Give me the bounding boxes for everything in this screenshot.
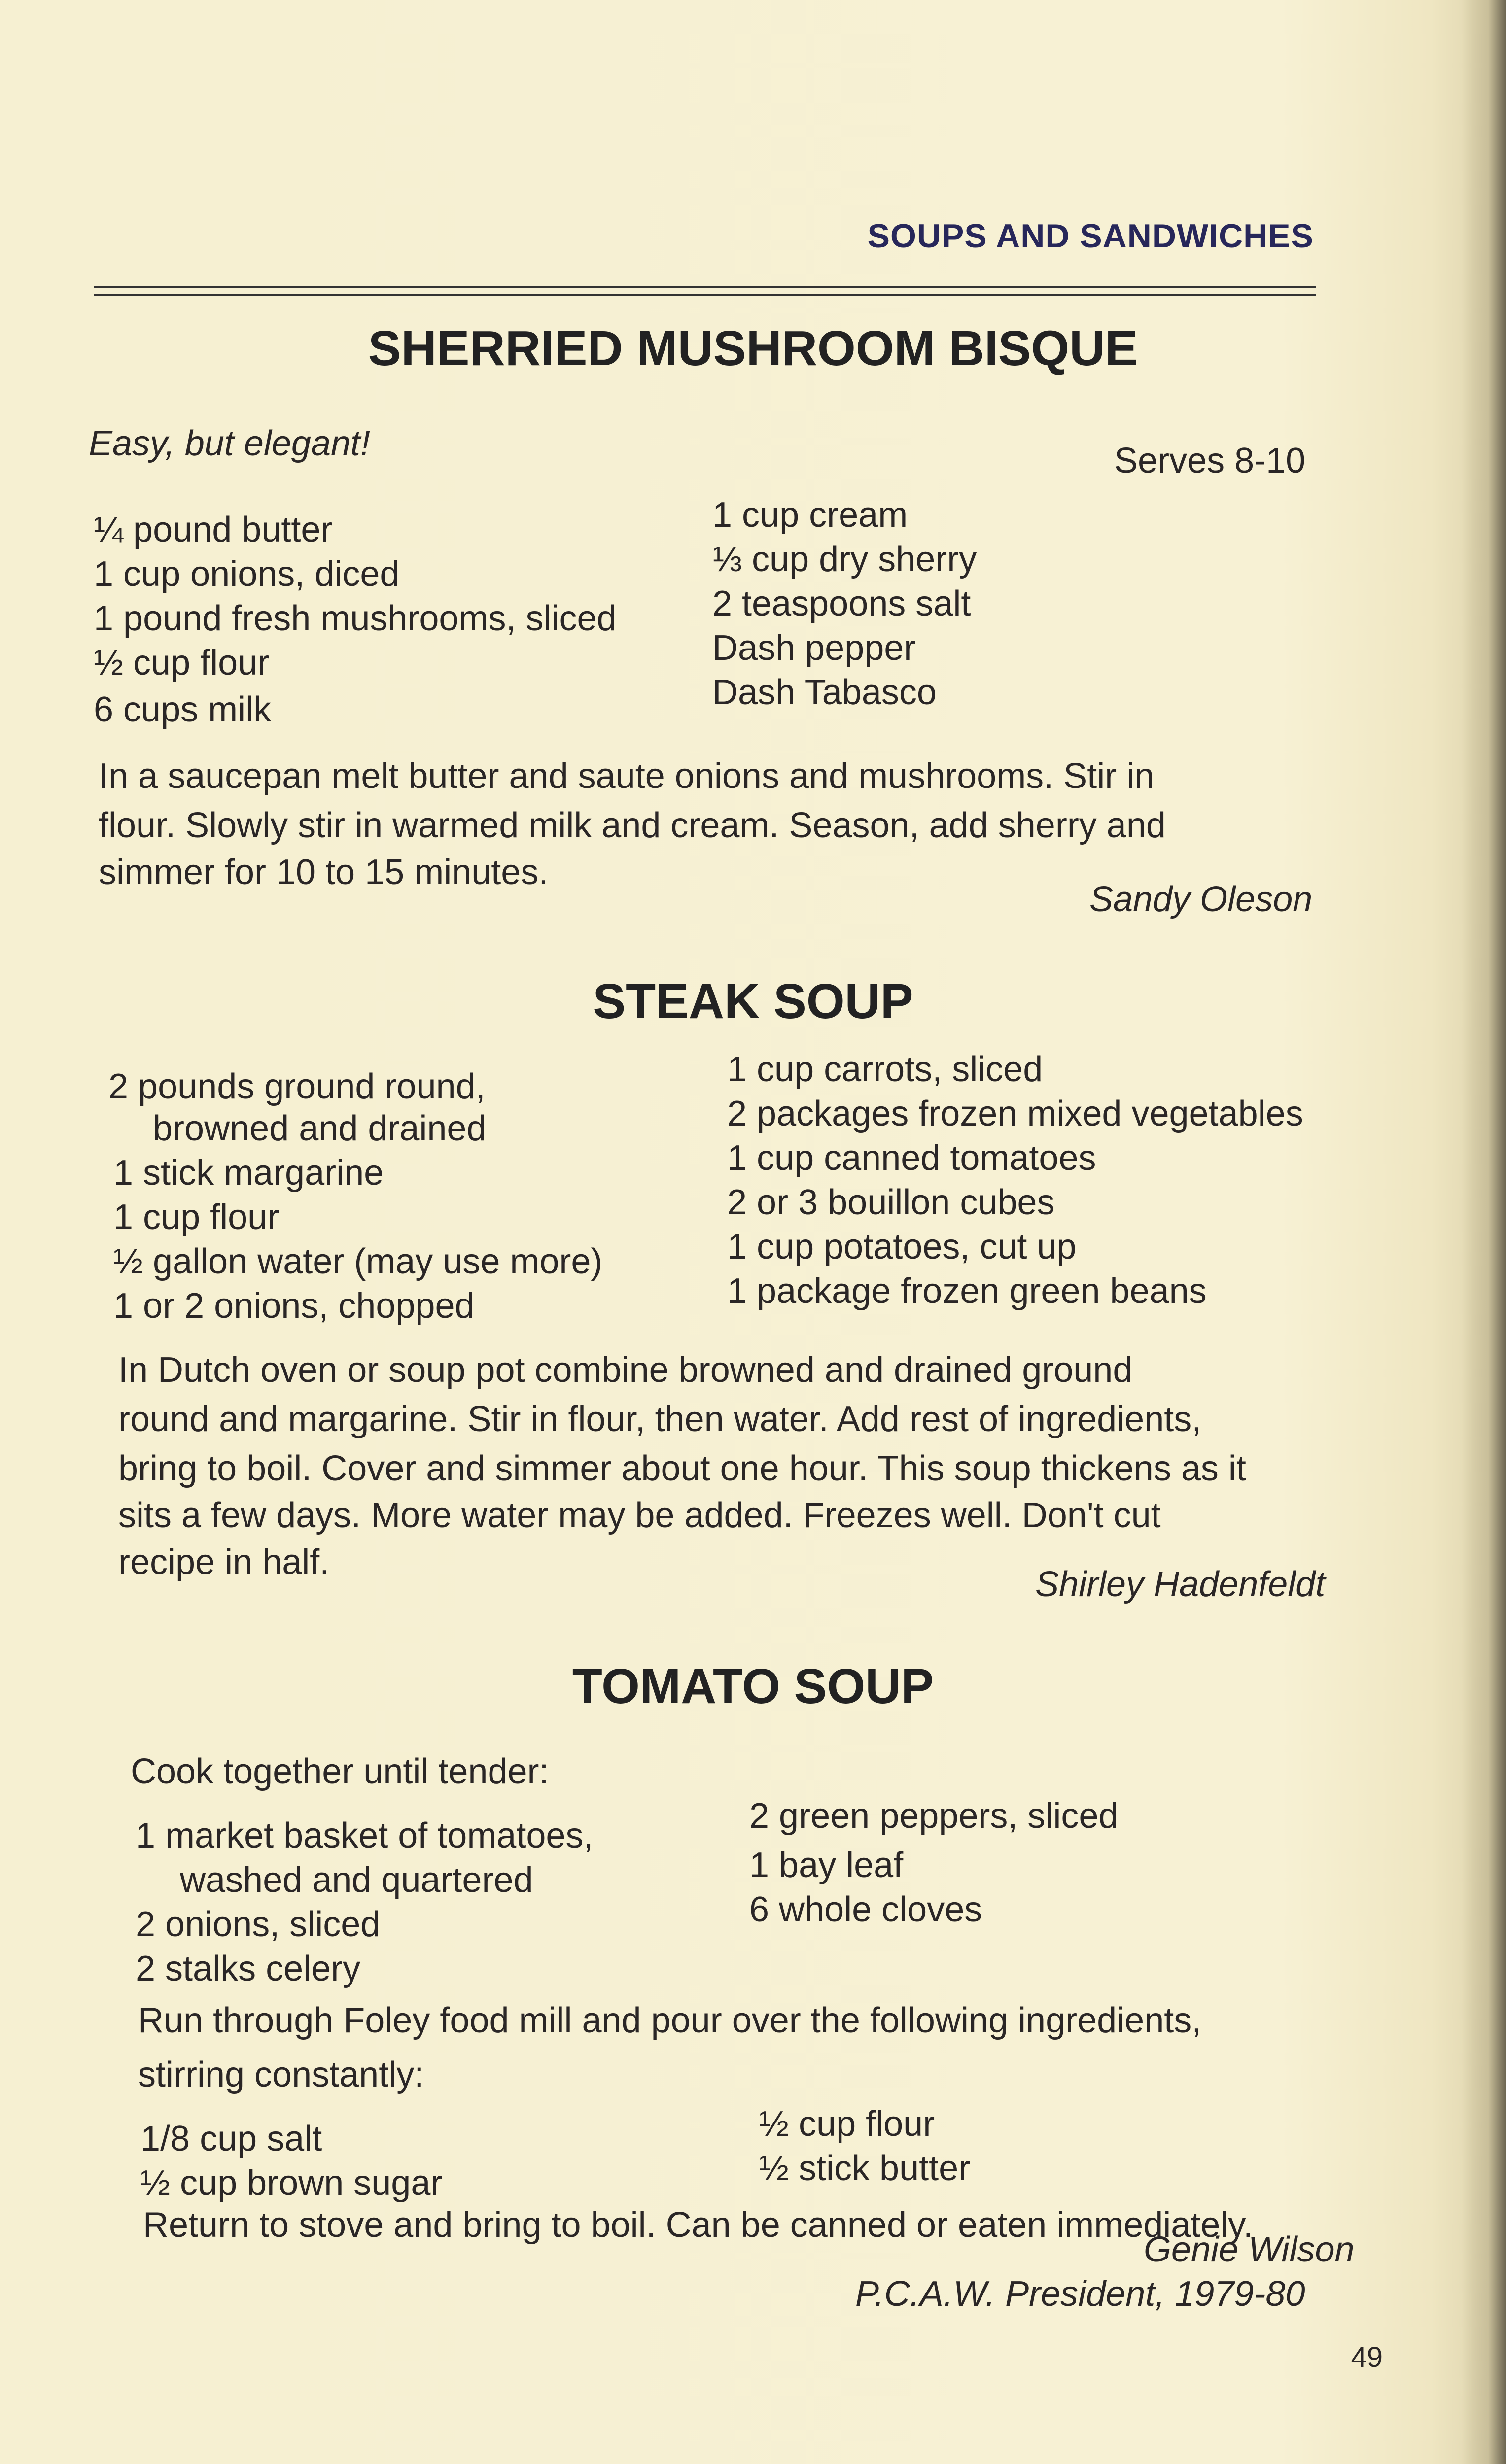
ingredient: 1 bay leaf <box>749 1846 904 1885</box>
ingredient: 2 teaspoons salt <box>712 584 971 623</box>
recipe-tagline: Easy, but elegant! <box>89 424 371 463</box>
ingredient: 2 green peppers, sliced <box>749 1796 1119 1836</box>
ingredient: ½ stick butter <box>759 2149 971 2188</box>
recipe-author: Genie Wilson <box>1144 2230 1355 2269</box>
directions-line: Run through Foley food mill and pour over the following ingredients, <box>138 2001 1202 2040</box>
directions-line: Return to stove and bring to boil. Can be canned or eaten immediately. <box>143 2205 1254 2245</box>
ingredient: 2 pounds ground round, <box>108 1067 486 1106</box>
ingredient: ⅓ cup dry sherry <box>712 540 977 579</box>
directions-line: round and margarine. Stir in flour, then water. Add rest of ingredients, <box>118 1400 1202 1439</box>
directions-line: flour. Slowly stir in warmed milk and cream. Season, add sherry and <box>99 806 1166 845</box>
directions-line: In Dutch oven or soup pot combine browned and drained ground <box>118 1350 1133 1390</box>
directions-line: In a saucepan melt butter and saute onions and mushrooms. Stir in <box>99 756 1155 796</box>
ingredient: Dash pepper <box>712 628 916 668</box>
ingredient: 1 cup carrots, sliced <box>727 1050 1043 1089</box>
ingredient: washed and quartered <box>180 1860 533 1900</box>
ingredient: ½ gallon water (may use more) <box>113 1242 603 1281</box>
recipe-title: STEAK SOUP <box>593 974 913 1029</box>
ingredient: 2 packages frozen mixed vegetables <box>727 1094 1303 1133</box>
ingredient: 2 stalks celery <box>136 1949 361 1988</box>
recipe-title: SHERRIED MUSHROOM BISQUE <box>368 321 1138 376</box>
ingredient: 1 cup potatoes, cut up <box>727 1227 1077 1266</box>
recipe-author-title: P.C.A.W. President, 1979-80 <box>855 2274 1305 2314</box>
ingredient: 1 stick margarine <box>113 1153 384 1193</box>
serves-label: Serves 8-10 <box>1114 441 1306 480</box>
ingredient: 1 cup onions, diced <box>94 554 400 594</box>
ingredient: 1 package frozen green beans <box>727 1271 1207 1311</box>
ingredient: 1 cup flour <box>113 1198 280 1237</box>
section-header: SOUPS AND SANDWICHES <box>867 217 1314 255</box>
ingredient: 6 cups milk <box>94 690 272 729</box>
recipe-author: Sandy Oleson <box>1089 880 1313 919</box>
header-rule-top <box>94 286 1316 288</box>
ingredient: browned and drained <box>153 1109 487 1148</box>
recipe-intro: Cook together until tender: <box>131 1752 549 1791</box>
ingredient: ½ cup flour <box>94 643 270 683</box>
ingredient: 6 whole cloves <box>749 1890 982 1929</box>
header-rule-bottom <box>94 294 1316 296</box>
directions-line: recipe in half. <box>118 1542 330 1582</box>
ingredient: 1/8 cup salt <box>140 2119 322 2158</box>
directions-line: bring to boil. Cover and simmer about one hour. This soup thickens as it <box>118 1449 1246 1488</box>
directions-line: sits a few days. More water may be added. Freezes well. Don't cut <box>118 1496 1161 1535</box>
ingredient: 2 onions, sliced <box>136 1905 381 1944</box>
ingredient: ½ cup brown sugar <box>140 2163 443 2203</box>
recipe-author: Shirley Hadenfeldt <box>1035 1565 1326 1604</box>
page-number: 49 <box>1351 2341 1383 2373</box>
ingredient: 2 or 3 bouillon cubes <box>727 1183 1055 1222</box>
directions-line: simmer for 10 to 15 minutes. <box>99 853 549 892</box>
ingredient: 1 or 2 onions, chopped <box>113 1286 475 1326</box>
ingredient: 1 pound fresh mushrooms, sliced <box>94 599 617 638</box>
ingredient: 1 cup canned tomatoes <box>727 1138 1096 1178</box>
ingredient: Dash Tabasco <box>712 673 937 712</box>
ingredient: 1 market basket of tomatoes, <box>136 1816 594 1855</box>
ingredient: ¼ pound butter <box>94 510 333 549</box>
recipe-title: TOMATO SOUP <box>572 1659 934 1714</box>
ingredient: ½ cup flour <box>759 2104 935 2144</box>
ingredient: 1 cup cream <box>712 495 908 535</box>
directions-line: stirring constantly: <box>138 2055 424 2094</box>
